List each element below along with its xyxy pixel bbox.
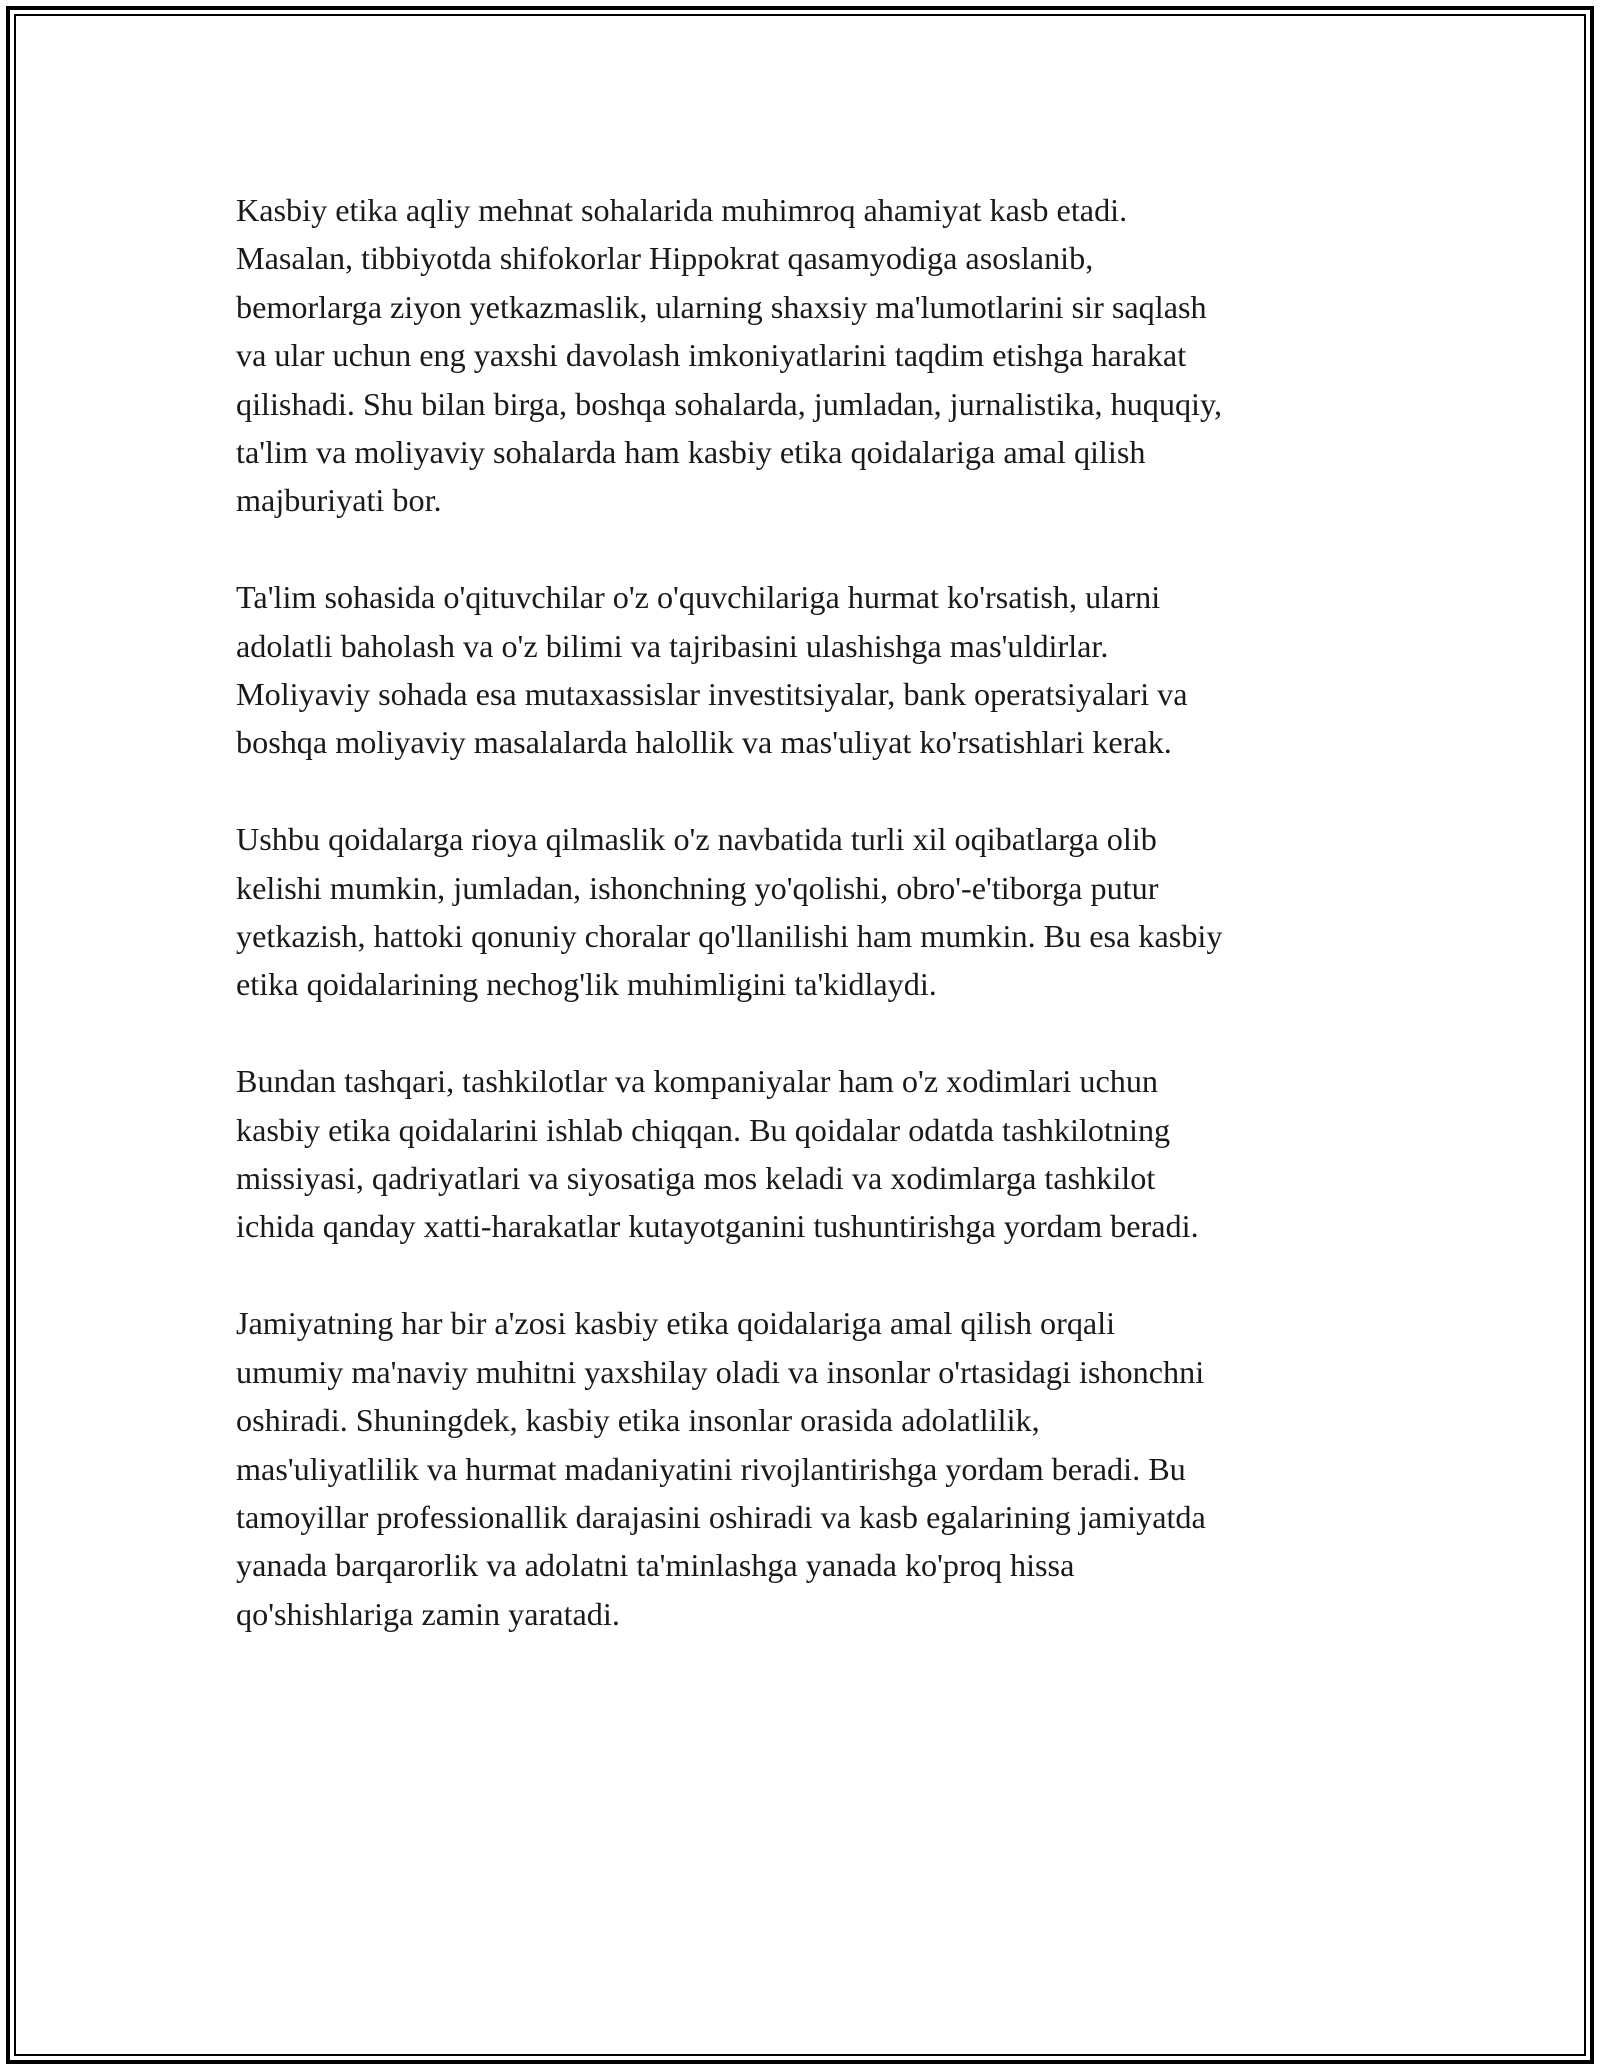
paragraph bbox=[236, 1057, 1376, 1251]
text-line: Masalan, tibbiyotda shifokorlar Hippokrat qasamyodiga asoslanib, bbox=[236, 240, 1094, 277]
text-line: boshqa moliyaviy masalalarda halollik va mas'uliyat ko'rsatishlari kerak. bbox=[236, 724, 1172, 761]
text-line: oshiradi. Shuningdek, kasbiy etika insonlar orasida adolatlilik, bbox=[236, 1402, 1040, 1439]
text-line: Bundan tashqari, tashkilotlar va kompaniyalar ham o'z xodimlari uchun bbox=[236, 1063, 1159, 1100]
paragraph bbox=[236, 815, 1376, 1009]
text-line: ta'lim va moliyaviy sohalarda ham kasbiy etika qoidalariga amal qilish bbox=[236, 434, 1146, 471]
paragraph bbox=[236, 573, 1376, 767]
text-line: missiyasi, qadriyatlari va siyosatiga mos keladi va xodimlarga tashkilot bbox=[236, 1160, 1156, 1197]
text-line: Moliyaviy sohada esa mutaxassislar investitsiyalar, bank operatsiyalari va bbox=[236, 676, 1188, 713]
paragraph bbox=[236, 1299, 1376, 1638]
text-line: Ta'lim sohasida o'qituvchilar o'z o'quvchilariga hurmat ko'rsatish, ularni bbox=[236, 579, 1161, 616]
text-line: Jamiyatning har bir a'zosi kasbiy etika qoidalariga amal qilish orqali bbox=[236, 1305, 1116, 1342]
text-line: yetkazish, hattoki qonuniy choralar qo'llanilishi ham mumkin. Bu esa kasbiy bbox=[236, 918, 1223, 955]
text-line: bemorlarga ziyon yetkazmaslik, ularning shaxsiy ma'lumotlarini sir saqlash bbox=[236, 288, 1207, 325]
text-line: ichida qanday xatti-harakatlar kutayotganini tushuntirishga yordam beradi. bbox=[236, 1208, 1199, 1245]
text-line: va ular uchun eng yaxshi davolash imkoniyatlarini taqdim etishga harakat bbox=[236, 337, 1187, 374]
text-line: mas'uliyatlilik va hurmat madaniyatini rivojlantirishga yordam beradi. Bu bbox=[236, 1450, 1186, 1487]
text-line: umumiy ma'naviy muhitni yaxshilay oladi va insonlar o'rtasidagi ishonchni bbox=[236, 1353, 1205, 1390]
paragraph bbox=[236, 186, 1376, 525]
text-line: yanada barqarorlik va adolatni ta'minlashga yanada ko'proq hissa bbox=[236, 1547, 1075, 1584]
text-line: qilishadi. Shu bilan birga, boshqa sohalarda, jumladan, jurnalistika, huquqiy, bbox=[236, 385, 1223, 422]
text-line: etika qoidalarining nechog'lik muhimligini ta'kidlaydi. bbox=[236, 966, 937, 1003]
text-line: qo'shishlariga zamin yaratadi. bbox=[236, 1595, 620, 1632]
text-line: Kasbiy etika aqliy mehnat sohalarida muhimroq ahamiyat kasb etadi. bbox=[236, 192, 1128, 228]
text-line: adolatli baholash va o'z bilimi va tajribasini ulashishga mas'uldirlar. bbox=[236, 627, 1109, 664]
text-line: tamoyillar professionallik darajasini oshiradi va kasb egalarining jamiyatda bbox=[236, 1498, 1206, 1535]
document-body bbox=[236, 186, 1376, 1687]
text-line: majburiyati bor. bbox=[236, 482, 442, 519]
text-line: Ushbu qoidalarga rioya qilmaslik o'z navbatida turli xil oqibatlarga olib bbox=[236, 821, 1157, 858]
text-line: kasbiy etika qoidalarini ishlab chiqqan. Bu qoidalar odatda tashkilotning bbox=[236, 1111, 1171, 1148]
text-line: kelishi mumkin, jumladan, ishonchning yo'qolishi, obro'-e'tiborga putur bbox=[236, 869, 1159, 906]
